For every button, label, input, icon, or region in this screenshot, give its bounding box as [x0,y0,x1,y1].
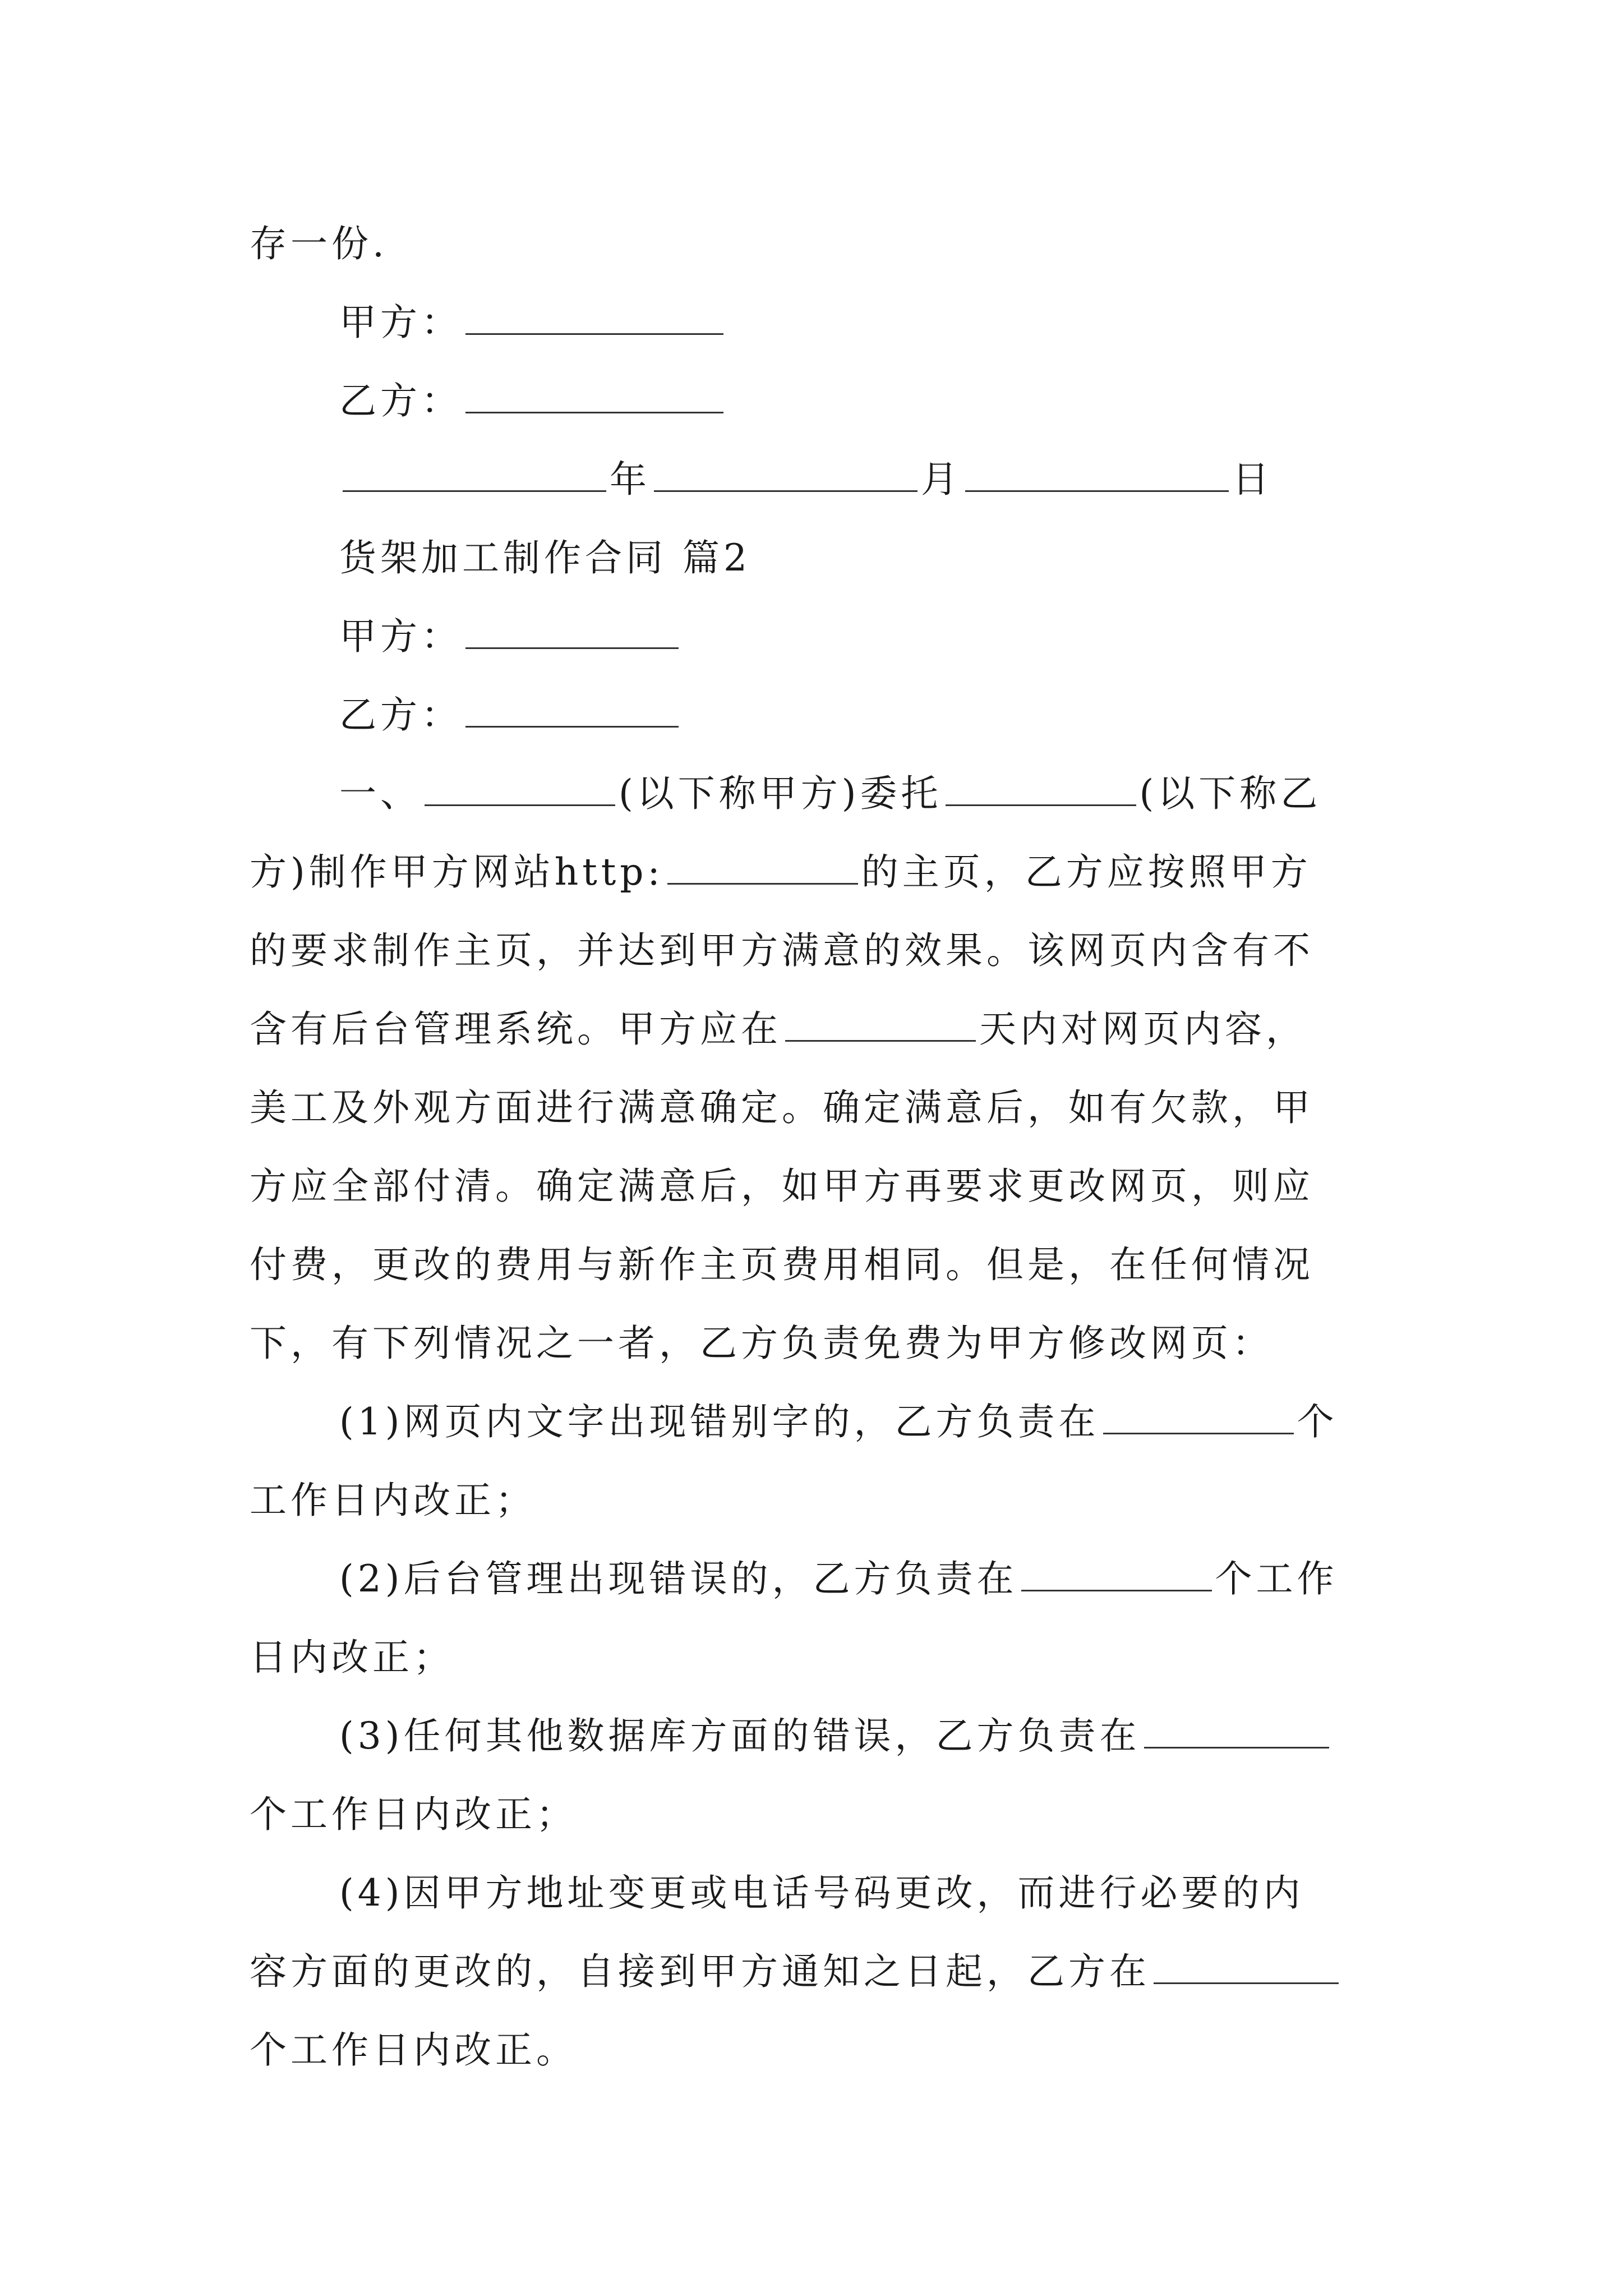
blank-line [465,296,723,335]
paragraph-line [250,1237,1314,1293]
signature-party-a [339,295,727,351]
text-fragment: (4)因甲方地址变更或电话号码更改，而进行必要的内 [339,1871,1304,1915]
paragraph-line [250,1080,1314,1136]
date-line [339,452,1273,508]
blank-line [785,1003,976,1042]
text-fragment: 个工作日内改正。 [250,2028,577,2072]
blank-line [465,689,679,728]
blank-line [946,767,1136,806]
paragraph-line [250,1315,1273,1372]
text-fragment: (以下称甲方)委托 [619,772,942,815]
text-fragment: 个工作 [1215,1557,1338,1600]
text-fragment: (1)网页内文字出现错别字的，乙方负责在 [339,1400,1100,1443]
text-fragment: 工作日内改正； [250,1479,536,1522]
blank-line [1144,1710,1329,1749]
list-item-continued [250,1473,536,1529]
blank-line [465,375,723,413]
signature-party-a [339,609,682,665]
text-fragment: 货架加工制作合同 篇2 [339,536,751,579]
blank-line [965,453,1229,492]
text-fragment: 付费，更改的费用与新作主页费用相同。但是，在任何情况 [250,1243,1314,1286]
blank-line [654,453,917,492]
label: 乙方： [339,693,462,737]
text-fragment: 的要求制作主页，并达到甲方满意的效果。该网页内含有不 [250,929,1314,972]
paragraph-line [250,1001,1307,1057]
blank-line [343,453,606,492]
paragraph-line [250,923,1314,979]
text-fragment: 美工及外观方面进行满意确定。确定满意后，如有欠款，甲 [250,1086,1314,1129]
text-fragment: 日内改正； [250,1636,454,1679]
text-fragment: 天内对网页内容， [979,1007,1307,1051]
text-fragment: (3)任何其他数据库方面的错误，乙方负责在 [339,1714,1141,1757]
text-fragment: (以下称乙 [1139,772,1322,815]
blank-line [425,767,615,806]
blank-line [1103,1396,1294,1434]
label: 甲方： [339,615,462,658]
text-line [250,216,388,272]
label: 乙方： [339,379,462,422]
text-fragment: 一、 [339,772,421,815]
list-item-continued [250,2022,577,2078]
text-fragment: 的主页，乙方应按照甲方 [861,850,1312,894]
signature-party-b [339,373,727,429]
section-title [339,530,751,586]
blank-line [1154,1945,1339,1984]
paragraph-line [250,844,1312,900]
paragraph-line [250,1158,1314,1214]
text-fragment: (2)后台管理出现错误的，乙方负责在 [339,1557,1018,1600]
list-item-continued [250,1787,577,1843]
label: 月 [921,458,962,501]
list-item [339,1551,1338,1607]
blank-line [1021,1553,1212,1591]
list-item [339,1865,1304,1921]
label: 日 [1232,458,1273,501]
text-fragment: 个工作日内改正； [250,1793,577,1836]
list-item-continued [250,1944,1342,2000]
text-fragment: 个 [1297,1400,1338,1443]
text-fragment: 容方面的更改的，自接到甲方通知之日起，乙方在 [250,1950,1150,1993]
list-item [339,1708,1332,1764]
text-fragment: 含有后台管理系统。甲方应在 [250,1007,782,1051]
paragraph-line [339,766,1321,822]
signature-party-b [339,687,682,743]
blank-line [667,846,858,885]
text-fragment: 方)制作甲方网站http: [250,850,664,894]
blank-line [465,610,679,649]
label: 甲方： [339,301,462,344]
list-item-continued [250,1630,454,1686]
text-fragment: 下，有下列情况之一者，乙方负责免费为甲方修改网页： [250,1322,1273,1365]
list-item [339,1394,1338,1450]
label: 年 [610,458,651,501]
text-fragment: 方应全部付清。确定满意后，如甲方再要求更改网页，则应 [250,1165,1314,1208]
text-fragment: 存一份. [250,222,388,265]
